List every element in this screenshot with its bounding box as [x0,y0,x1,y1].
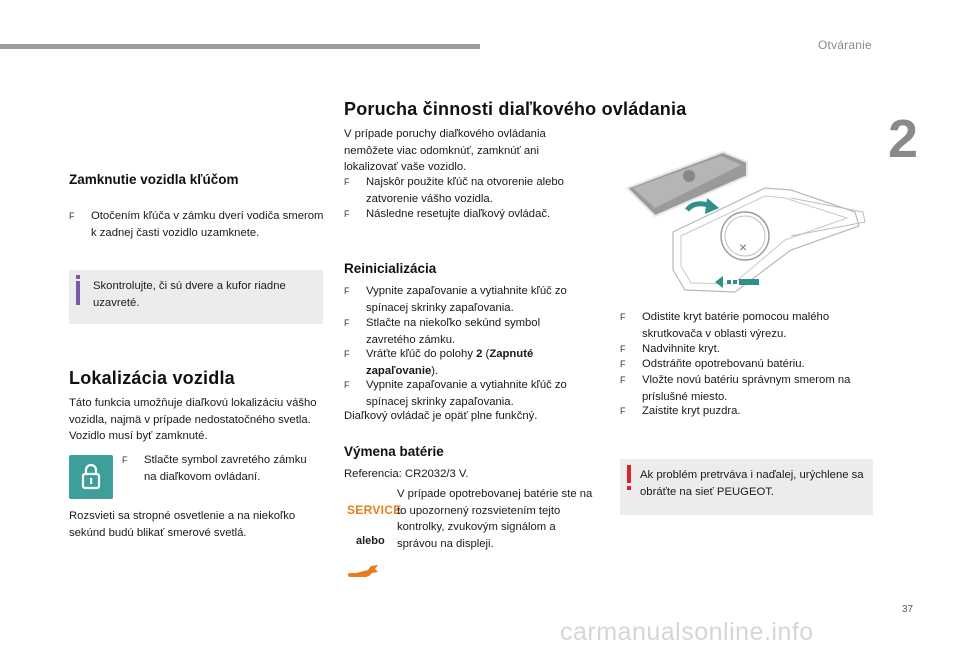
wrench-icon [346,562,382,587]
key-fob-illustration [615,140,875,305]
lock-icon [69,455,113,499]
warning-box-peugeot: Ak problém pretrváva i naďalej, urýchlene sa obráťte na sieť PEUGEOT. [620,459,873,515]
para-locating: Táto funkcia umožňuje diaľkovú lokalizáciu vášho vozidla, najmä v prípade nedostatočného svetla. Vozidlo musí byť zamknuté. [69,397,317,442]
bullet-marker-icon: F [620,359,626,369]
bullet-marker-icon: F [620,375,626,385]
bullet-reinit-3: F Vráťte kľúč do polohy 2 (Zapnuté zapaľovanie). [344,348,534,377]
bullet-fault-2: F Následne resetujte diaľkový ovládač. [344,206,584,223]
bullet-reinit-4: F Vypnite zapaľovanie a vytiahnite kľúč zo spínacej skrinky zapaľovania. [344,379,567,408]
bullet-marker-icon: F [69,211,75,221]
para-fault-intro: V prípade poruchy diaľkového ovládania nemôžete viac odomknúť, zamknúť ani lokalizovať vaše vozidlo. [344,128,546,173]
step-close-cover: F Zaistite kryt puzdra. [620,403,860,420]
bullet-marker-icon: F [620,344,626,354]
service-warning-icon: SERVICE [347,503,402,517]
para-reinit-done: Diaľkový ovládač je opäť plne funkčný. [344,410,538,422]
bullet-fault-1: F Najskôr použite kľúč na otvorenie alebo zatvorenie vášho vozidla. [344,176,564,205]
info-box-doors: Skontrolujte, či sú dvere a kufor riadne uzavreté. [69,270,323,324]
page-number: 37 [902,604,914,615]
step-insert-battery: F Vložte novú batériu správnym smerom na príslušné miesto. [620,374,851,403]
bullet-marker-icon: F [344,380,350,390]
heading-battery: Výmena batérie [344,444,444,459]
watermark: carmanualsonline.info [560,618,814,646]
chapter-number: 2 [888,109,919,169]
section-name: Otváranie [818,38,872,52]
bullet-reinit-2: F Stlačte na niekoľko sekúnd symbol zavretého zámku. [344,317,541,346]
battery-reference: Referencia: CR2032/3 V. [344,468,469,480]
para-lights: Rozsvieti sa stropné osvetlenie a na niekoľko sekúnd budú blikať smerové svetlá. [69,510,296,539]
bullet-press-lock: F Stlačte symbol zavretého zámku na diaľkovom ovládaní. [122,454,307,483]
step-lift-cover: F Nadvihnite kryt. [620,341,860,358]
heading-key-locking: Zamknutie vozidla kľúčom [69,172,239,187]
header-rule [0,44,480,49]
bullet-marker-icon: F [344,209,350,219]
bullet-marker-icon: F [344,349,350,359]
heading-remote-fault: Porucha činnosti diaľkového ovládania [344,99,687,119]
bullet-key-locking: F Otočením kľúča v zámku dverí vodiča smerom k zadnej časti vozidlo uzamknete. [69,210,324,239]
bullet-marker-icon: F [620,406,626,416]
bullet-marker-icon: F [620,312,626,322]
bullet-marker-icon: F [344,318,350,328]
alebo-label: alebo [356,535,385,547]
bullet-marker-icon: F [344,177,350,187]
step-unlock-cover: F Odistite kryt batérie pomocou malého skrutkovača v oblasti výrezu. [620,311,830,340]
bullet-reinit-1: F Vypnite zapaľovanie a vytiahnite kľúč zo spínacej skrinky zapaľovania. [344,285,567,314]
step-remove-battery: F Odstráňte opotrebovanú batériu. [620,356,860,373]
bullet-marker-icon: F [122,455,128,465]
heading-vehicle-locating: Lokalizácia vozidla [69,368,235,388]
bullet-marker-icon: F [344,286,350,296]
heading-reinit: Reinicializácia [344,261,437,276]
para-battery-warning: V prípade opotrebovanej batérie ste na to upozornený rozsvietením tejto kontrolky, zvukovým signálom a správou na displeji. [397,488,593,550]
svg-text:×: × [739,239,748,255]
